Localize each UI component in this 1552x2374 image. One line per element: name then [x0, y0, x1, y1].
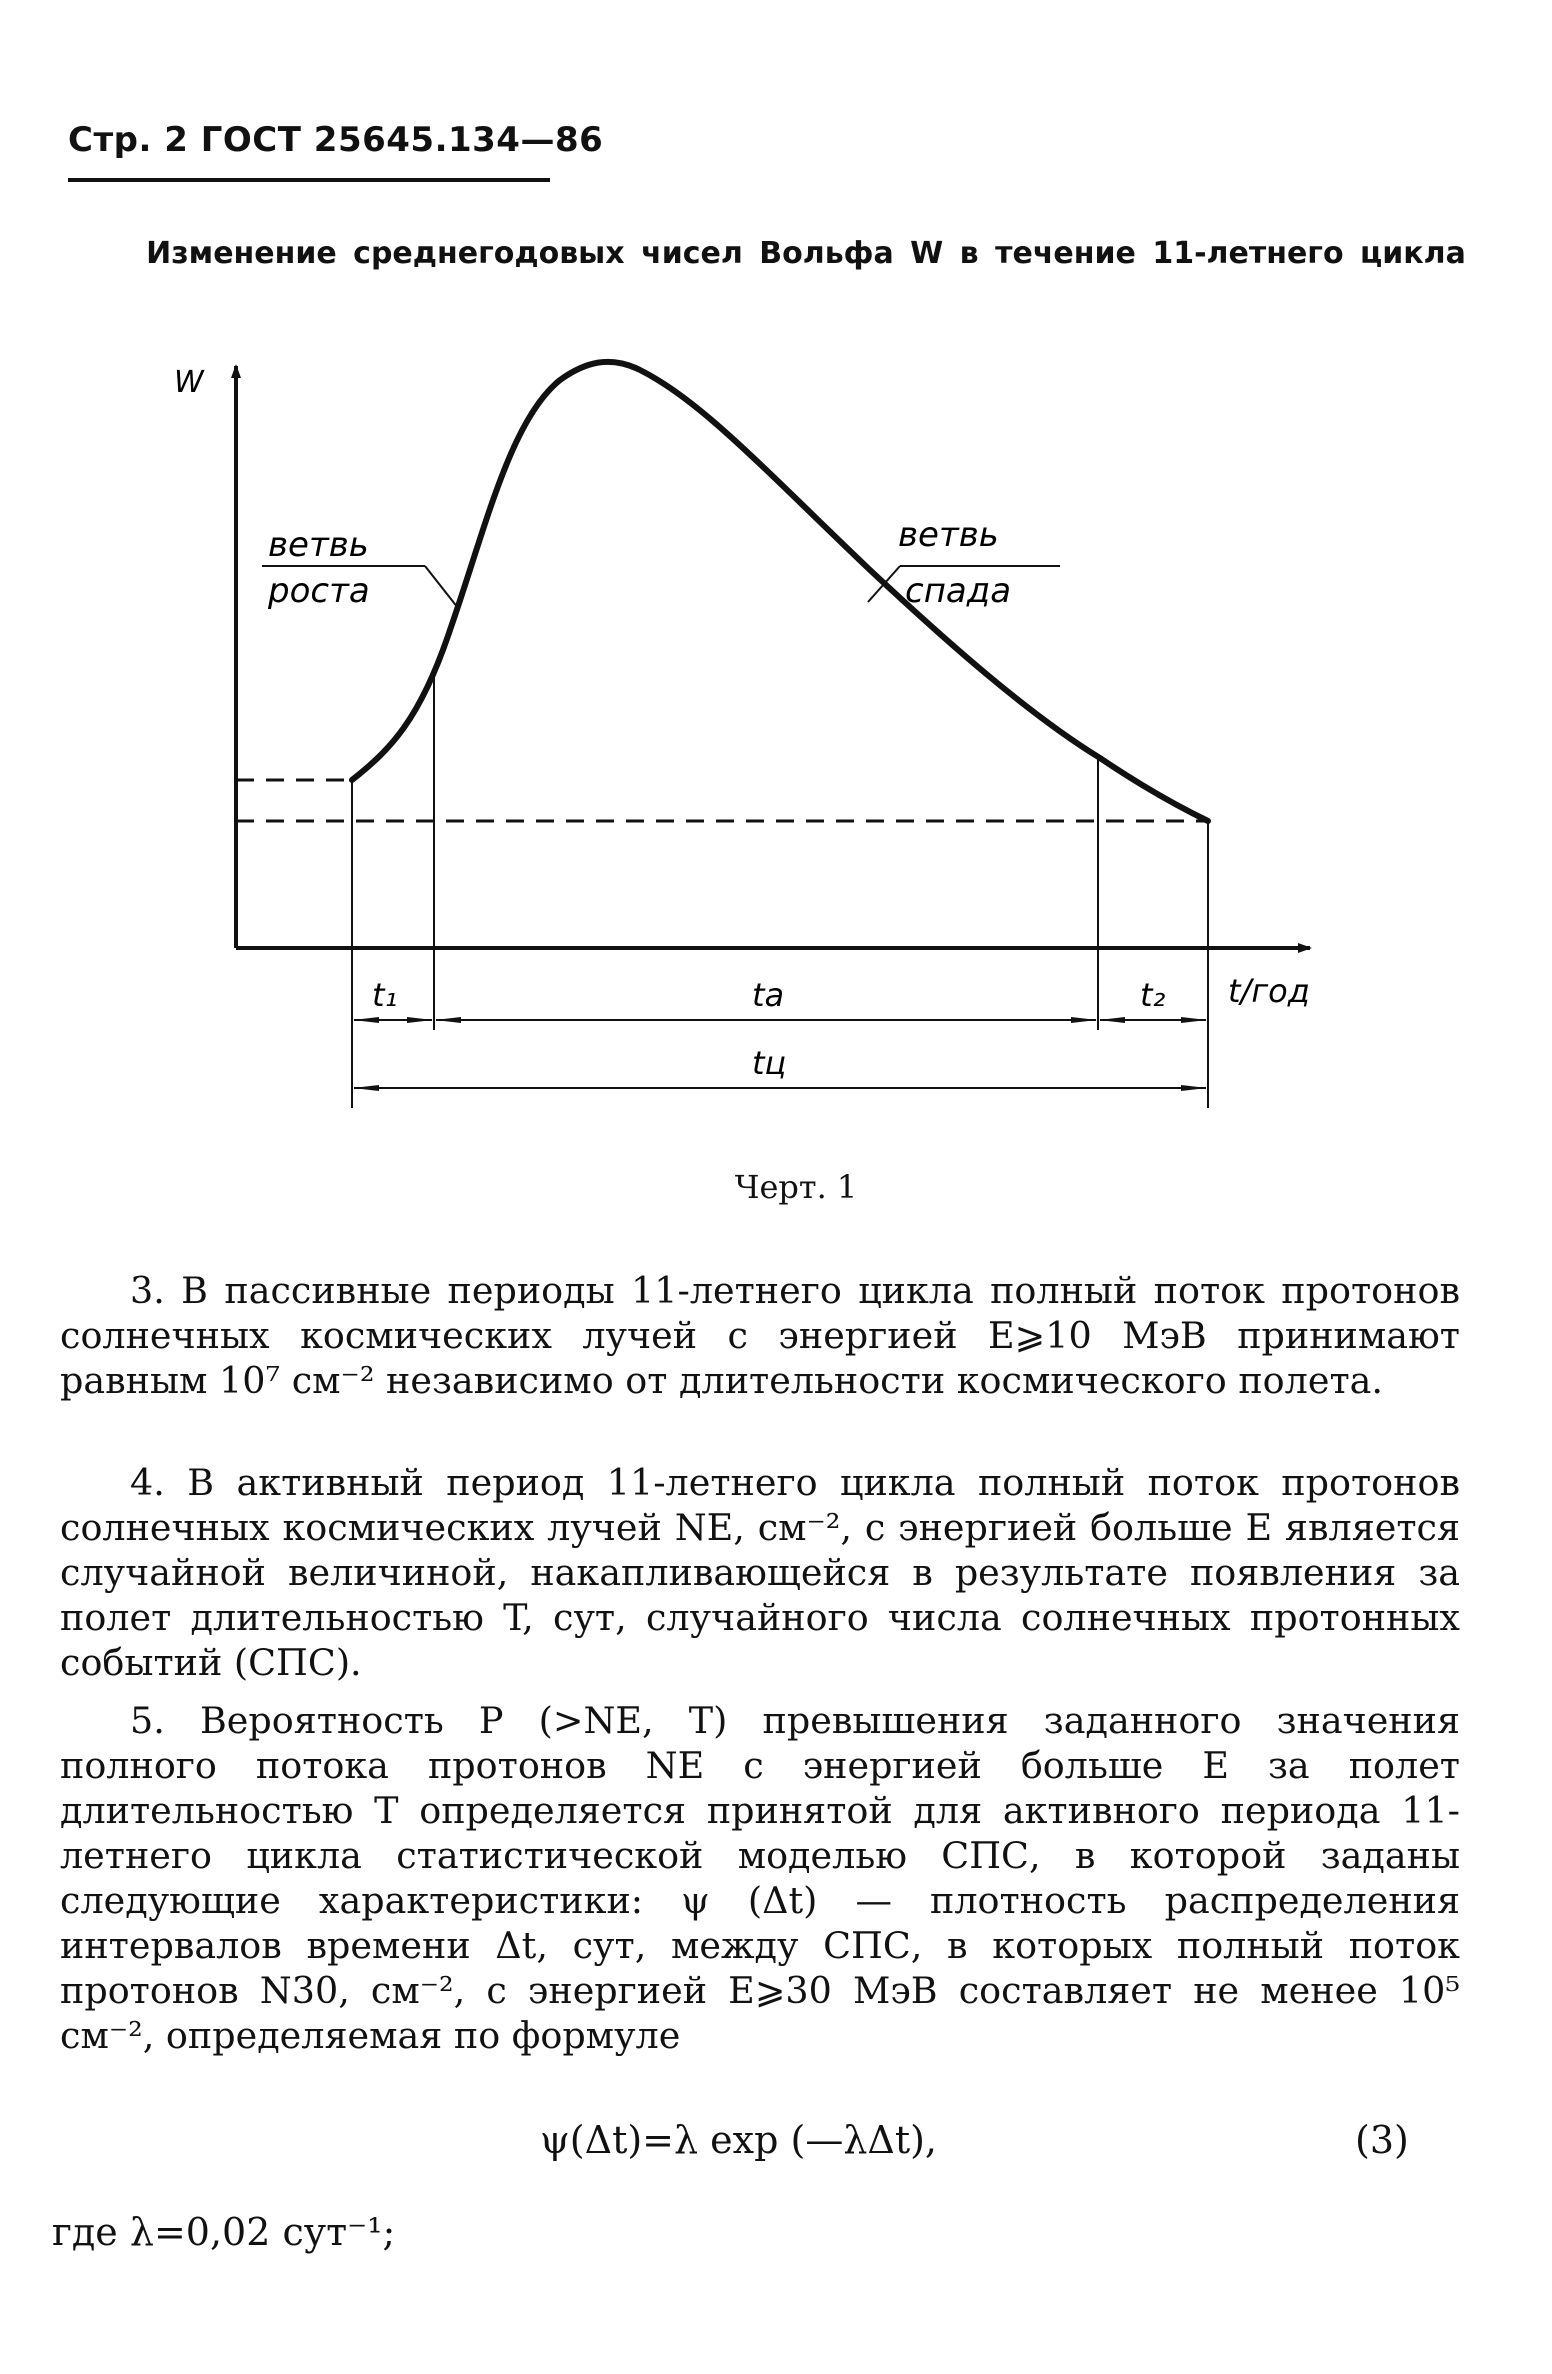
formula-number: (3)	[1355, 2118, 1409, 2162]
growth-branch-leader	[425, 566, 458, 608]
label-t2: t₂	[1140, 976, 1166, 1014]
formula: ψ(Δt)=λ exp (—λΔt),	[540, 2118, 938, 2162]
y-axis-label: W	[174, 365, 204, 400]
growth-branch-label-top: ветвь	[268, 525, 369, 565]
paragraph-4	[60, 1460, 1460, 1685]
paragraph-3-text: 3. В пассивные периоды 11-летнего цикла полный поток протонов солнечных космических лучей с энергией E⩾10 МэВ принимают равным 10⁷ см⁻² независимо от длительности космического полета.	[60, 1269, 1460, 1402]
paragraph-5	[60, 1698, 1460, 2058]
decline-branch-label-bottom: спада	[905, 571, 1012, 611]
wolf-number-chart	[0, 340, 1552, 1160]
figure-caption: Черт. 1	[734, 1168, 858, 1206]
paragraph-5-text: 5. Вероятность P (>NE, T) превышения заданного значения полного потока протонов NE с энергией больше E за полет длительностью T определяется принятой для активного периода 11-летнего цикла статистической моделью СПС, в которой заданы следующие характеристики: ψ (Δt) — плотность распределения интервалов времени Δt, сут, между СПС, в которых полный поток протонов N30, см⁻², с энергией E⩾30 МэВ составляет не менее 10⁵ см⁻², определяемая по формуле	[60, 1699, 1460, 2057]
x-axis-label: t/год	[1228, 972, 1310, 1010]
figure-title: Изменение среднегодовых чисел Вольфа W в течение 11-летнего цикла	[146, 236, 1466, 271]
decline-branch-label-top: ветвь	[898, 515, 999, 555]
growth-branch-label-bottom: роста	[268, 571, 370, 611]
label-tc: tц	[752, 1044, 787, 1082]
where-clause: где λ=0,02 сут⁻¹;	[52, 2210, 396, 2254]
label-ta: tа	[752, 976, 785, 1014]
page-header: Стр. 2 ГОСТ 25645.134—86	[68, 120, 604, 160]
header-rule	[68, 178, 550, 182]
paragraph-4-text: 4. В активный период 11-летнего цикла полный поток протонов солнечных космических лучей NE, см⁻², с энергией больше E является случайной величиной, накапливающейся в результате появления за полет длительностью T, сут, случайного числа солнечных протонных событий (СПС).	[60, 1461, 1460, 1684]
paragraph-3	[60, 1268, 1460, 1403]
label-t1: t₁	[372, 976, 398, 1014]
wolf-cycle-curve	[352, 362, 1208, 821]
